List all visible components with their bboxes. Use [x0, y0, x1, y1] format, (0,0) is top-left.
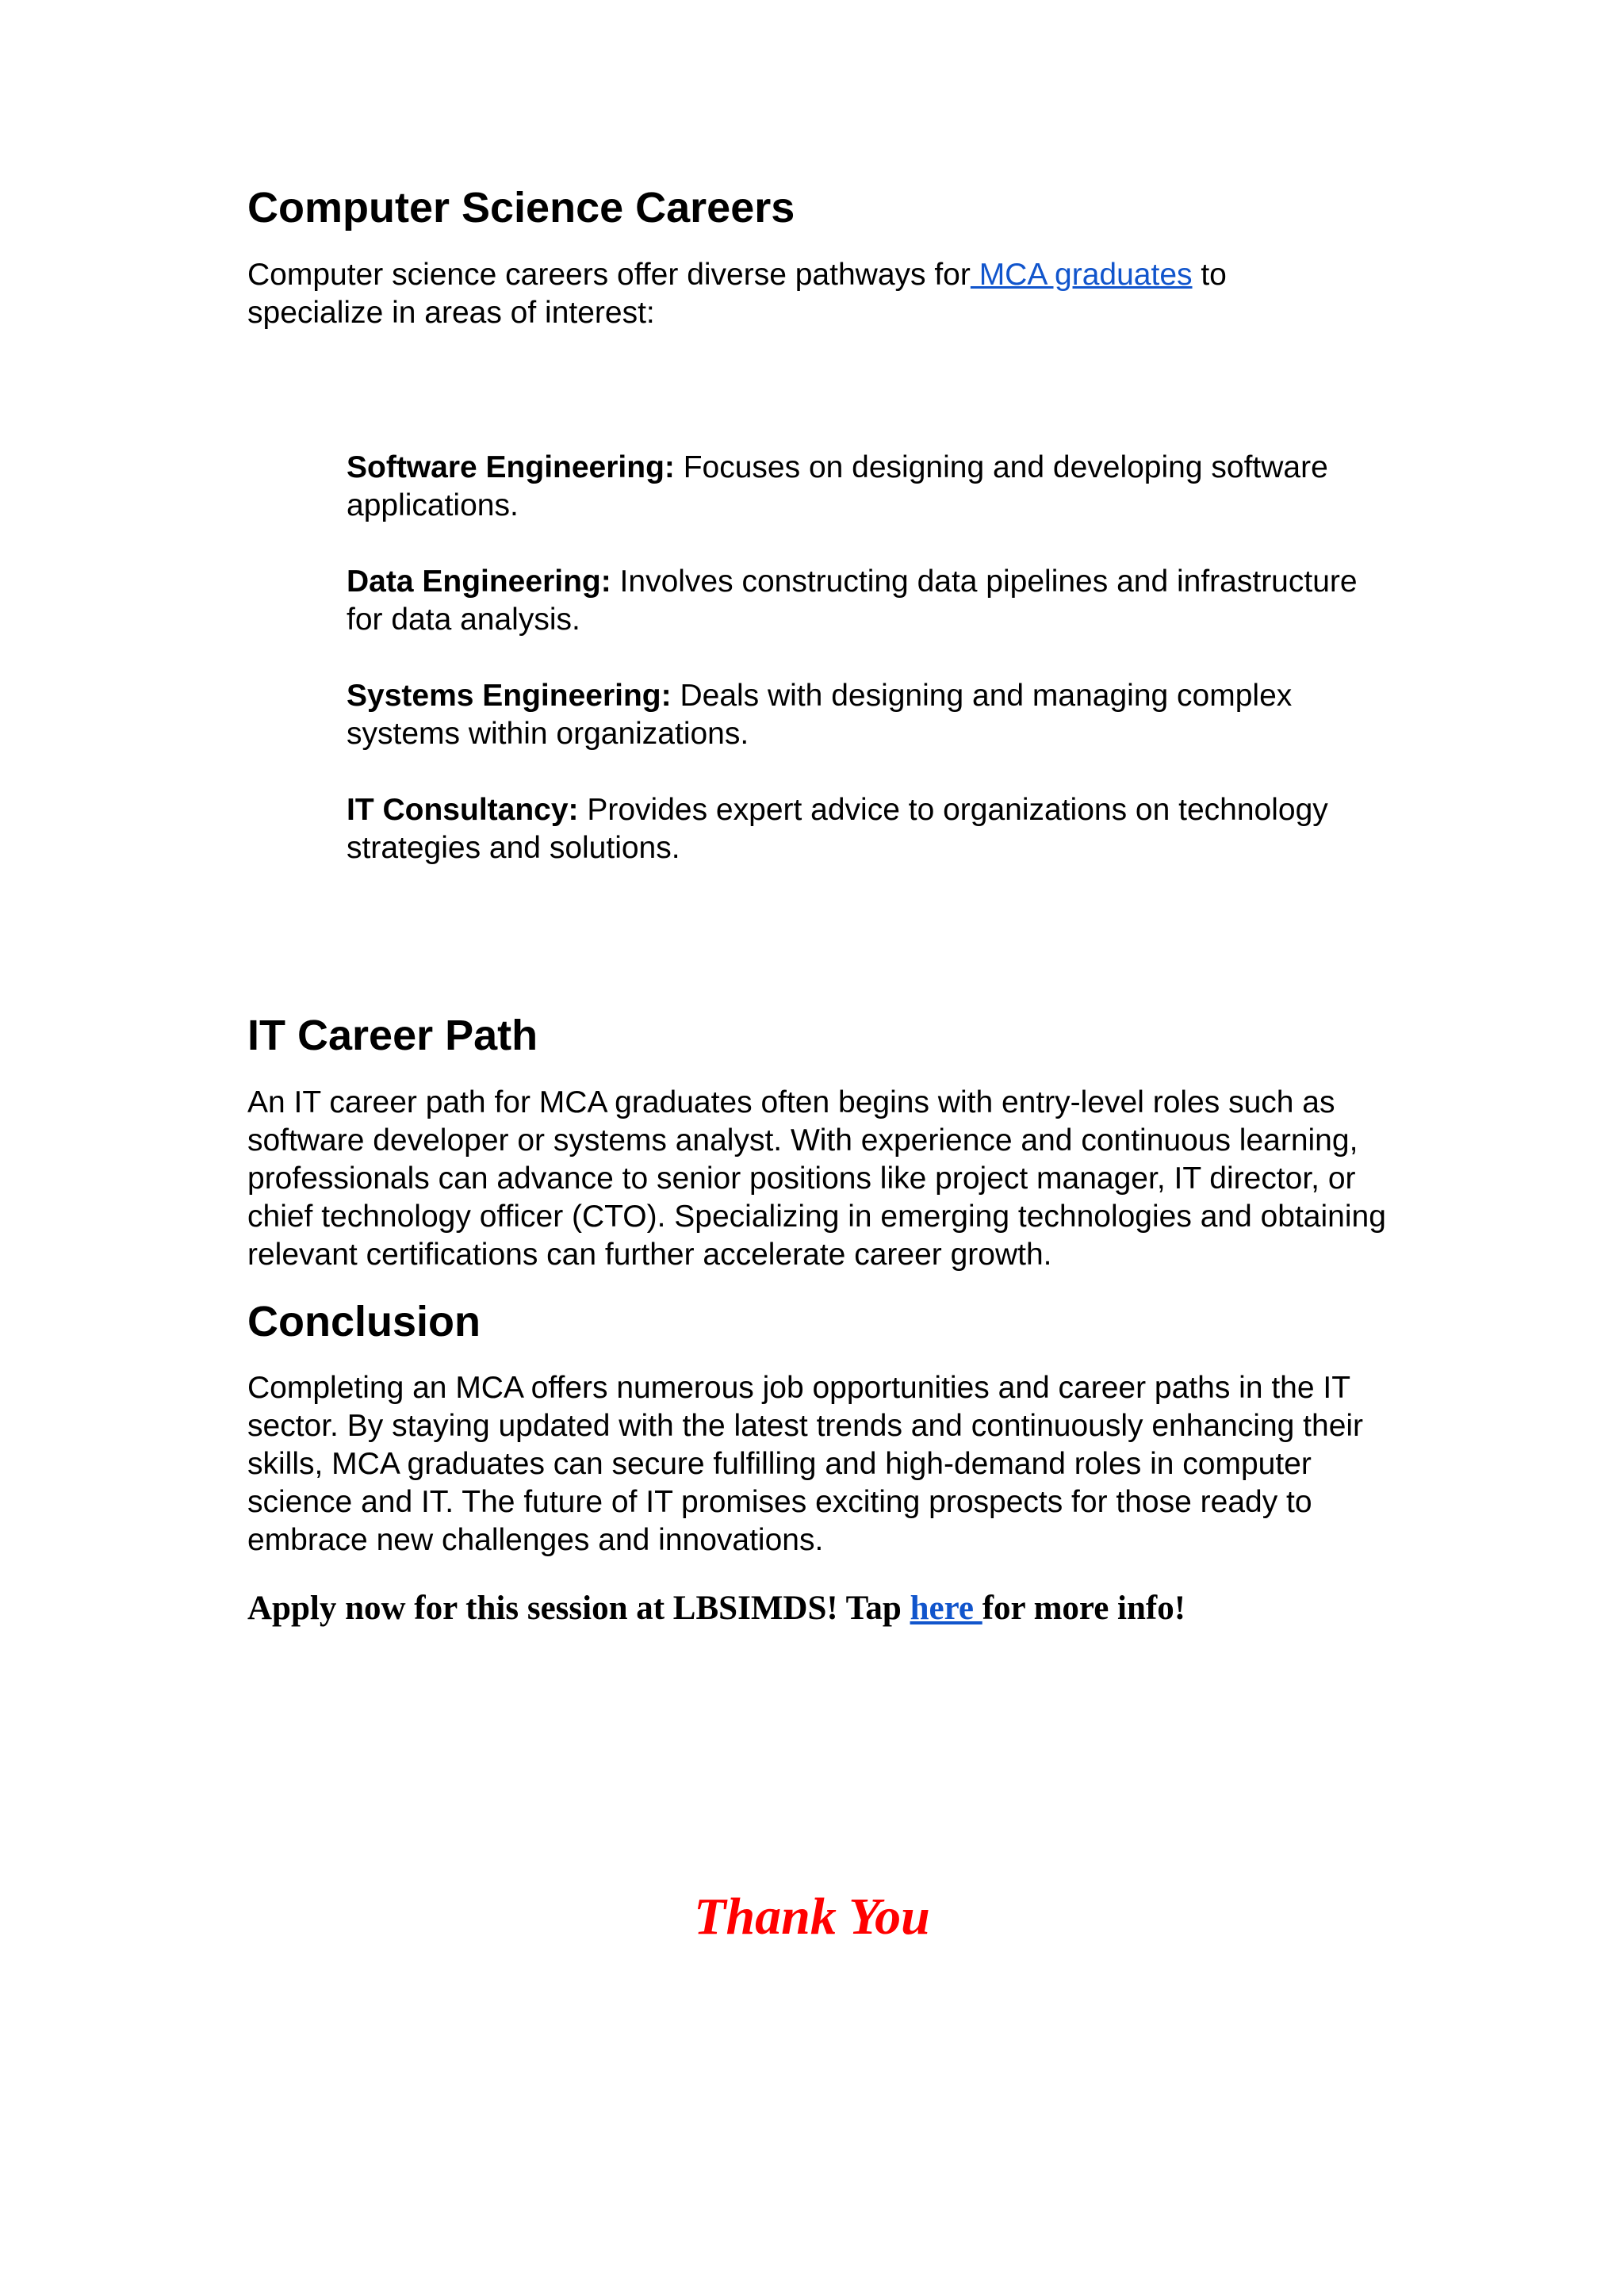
careers-heading: Computer Science Careers: [247, 184, 795, 232]
it-career-path-text: An IT career path for MCA graduates often begins with entry-level roles such as software developer or systems analyst. With experience and continuous learning, professionals can advance to senior positions like project manager, IT director, or chief technology officer (CTO). Specializing in emerging technologies and obtaining relevant certifications can further accelerate career growth.: [247, 1085, 1386, 1272]
apply-line: [247, 1588, 1397, 1629]
career-item-data-engineering: [347, 563, 1397, 639]
career-desc: Focuses on designing and developing software applications.: [347, 450, 1328, 522]
career-term: Software Engineering:: [347, 450, 675, 484]
here-link[interactable]: here: [910, 1590, 982, 1628]
conclusion-heading: Conclusion: [247, 1297, 481, 1345]
mca-graduates-link[interactable]: MCA graduates: [970, 257, 1193, 292]
career-desc: Involves constructing data pipelines and infrastructure for data analysis.: [347, 564, 1358, 637]
career-list: [347, 449, 1397, 867]
career-item-software-engineering: [347, 449, 1397, 525]
career-desc: Deals with designing and managing complex systems within organizations.: [347, 678, 1293, 751]
career-term: IT Consultancy:: [347, 792, 579, 827]
career-desc: Provides expert advice to organizations on technology strategies and solutions.: [347, 792, 1328, 865]
careers-intro-text-end: to specialize in areas of interest:: [247, 257, 1227, 330]
it-career-path-heading: IT Career Path: [247, 1011, 538, 1059]
careers-intro: [247, 256, 1342, 332]
conclusion-text: Completing an MCA offers numerous job opportunities and career paths in the IT sector. By staying updated with the latest trends and continuously enhancing their skills, MCA graduates can secure fulfilling and high-demand roles in computer science and IT. The future of IT promises exciting prospects for those ready to embrace new challenges and innovations.: [247, 1371, 1364, 1558]
apply-text: Apply now for this session at LBSIMDS! Tap: [247, 1590, 910, 1628]
apply-text-end: for more info!: [982, 1590, 1186, 1628]
thank-you-text: Thank You: [694, 1888, 930, 1946]
document-page: [247, 182, 1397, 1629]
career-term: Data Engineering:: [347, 564, 611, 599]
career-item-systems-engineering: [347, 677, 1397, 753]
career-item-it-consultancy: [347, 791, 1397, 867]
careers-intro-text: Computer science careers offer diverse pathways for: [247, 257, 971, 292]
career-term: Systems Engineering:: [347, 678, 672, 713]
